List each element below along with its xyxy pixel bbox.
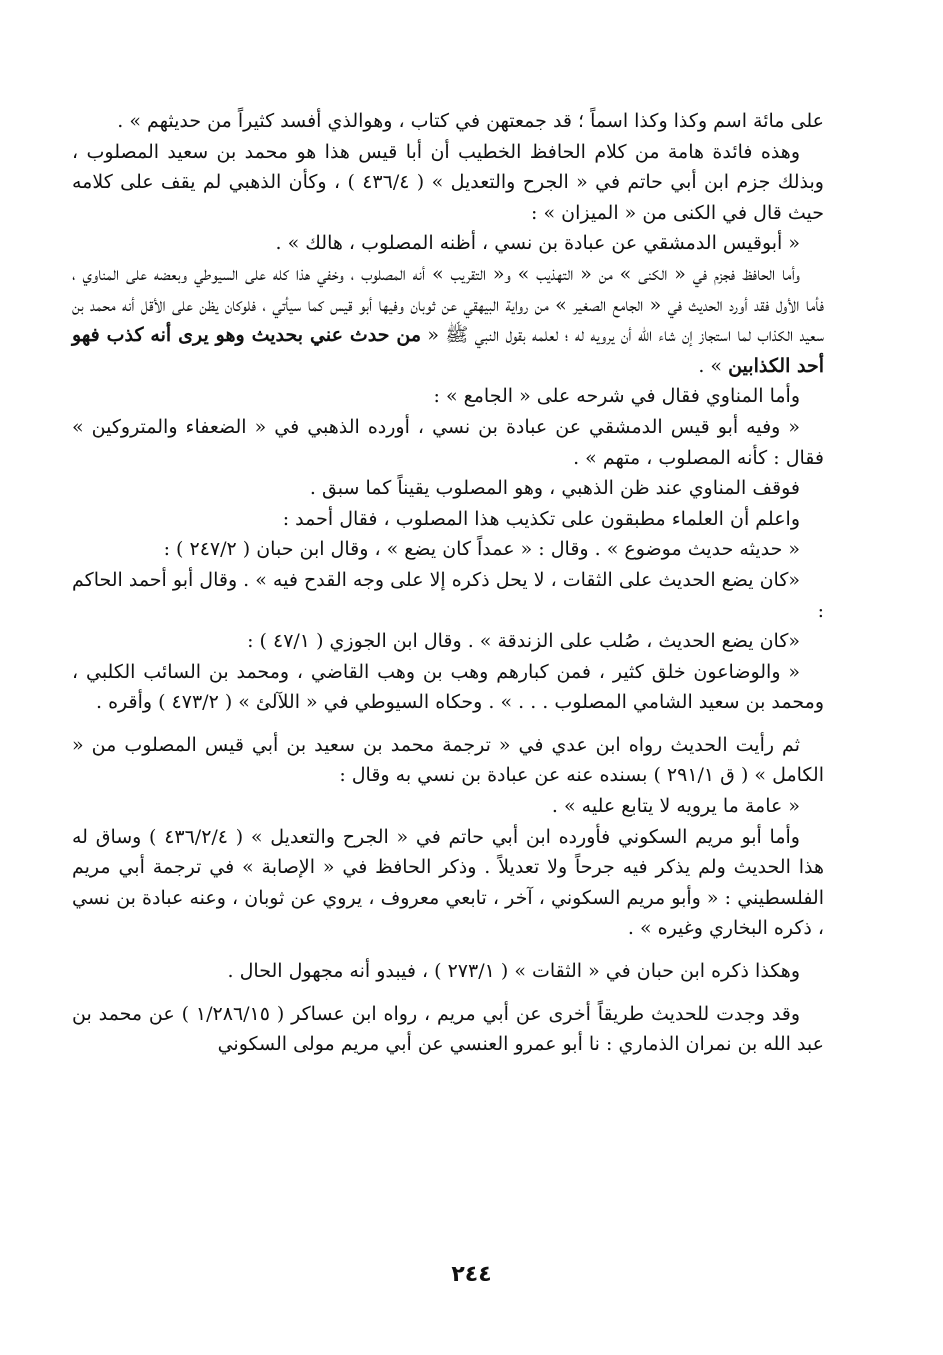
paragraph-ulama: واعلم أن العلماء مطبقون على تكذيب هذا المصلوب ، فقال أحمد : <box>282 507 800 530</box>
quote-ibn-jawzi: « والوضاعون خلق كثير ، فمن كبارهم وهب بن وهب القاضي ، ومحمد بن السائب الكلبي ، ومحمد بن سعيد الشامي المصلوب . . . » . وحكاه السيوطي في « اللآلئ » ( ٤٧٣/٢ ) وأقره . <box>72 660 824 714</box>
paragraph-ibn-hibban-thiqat: وهكذا ذكره ابن حبان في « الثقات » ( ٢٧٣/١ ) ، فيبدو أنه مجهول الحال . <box>227 960 800 983</box>
quote-ibn-hibban: «كان يضع الحديث على الثقات ، لا يحل ذكره إلا على وجه القدح فيه » . وقال أبو أحمد الحاكم : <box>72 568 824 622</box>
quote-ibn-adi: « عامة ما يرويه لا يتابع عليه » . <box>551 795 800 818</box>
quote-dhahabi-mizan: « أبوقيس الدمشقي عن عبادة بن نسي ، أظنه المصلوب ، هالك » . <box>275 232 800 255</box>
page-body <box>72 106 824 1060</box>
paragraph-ibn-adi: ثم رأيت الحديث رواه ابن عدي في « ترجمة محمد بن سعيد بن أبي قيس المصلوب من « الكامل » ( ق ٢٩١/١ ) بسنده عنه عن عبادة بن نسي به وقال : <box>72 733 824 787</box>
hadith-bold-text: من حدث عني بحديث وهو يرى أنه كذب فهو أحد الكذابين <box>72 324 824 377</box>
paragraph-hafiz-tahdhib <box>72 259 824 381</box>
quote-hakim: «كان يضع الحديث ، صُلب على الزندقة » . وقال ابن الجوزي ( ٤٧/١ ) : <box>247 630 800 653</box>
paragraph-hafiz-text: وأما الحافظ فجزم في « الكنى » من « التهذيب » و« التقريب » أنه المصلوب ، وخفي هذا كله على السيوطي وبعضه على المناوي ، فأما الأول فقد أورد الحديث في « الجامع الصغير » من رواية البيهقي عن ثوبان وفيها أبو قيس كما سيأتي ، فلوكان يظن على الأقل أنه محمد بن سعيد الكذاب لما استجاز إن شاء الله أن يرويه له ؛ لعلمه بقول النبي ﷺ « <box>72 262 824 347</box>
quote-munawi: « وفيه أبو قيس الدمشقي عن عبادة بن نسي ، أورده الذهبي في « الضعفاء والمتروكين » فقال : كأنه المصلوب ، متهم » . <box>72 415 824 469</box>
page-number: ٢٤٤ <box>451 1262 492 1287</box>
paragraph-2: وهذه فائدة هامة من كلام الحافظ الخطيب أن أبا قيس هذا هو محمد بن سعيد المصلوب ، وبذلك جزم ابن أبي حاتم في « الجرح والتعديل » ( ٤٣٦/٤ ) ، وكأن الذهبي لم يقف على كلامه حيث قال في الكنى من « الميزان » : <box>72 140 824 224</box>
paragraph-1: على مائة اسم وكذا وكذا اسماً ؛ قد جمعتهن في كتاب ، وهوالذي أفسد كثيراً من حديثهم » . <box>117 110 824 132</box>
paragraph-abu-maryam: وأما أبو مريم السكوني فأورده ابن أبي حاتم في « الجرح والتعديل » ( ٤٣٦/٢/٤ ) وساق له هذا الحديث ولم يذكر فيه جرحاً ولا تعديلاً . وذكر الحافظ في « الإصابة » في ترجمة أبي مريم الفلسطيني : « وأبو مريم السكوني ، آخر ، تابعي معروف ، يروي عن ثوبان ، وعنه عبادة بن نسي ، ذكره البخاري وغيره » . <box>72 825 824 940</box>
paragraph-hafiz-closing: » . <box>698 354 729 377</box>
quote-ahmad-ibn-hibban: « حديثه حديث موضوع » . وقال : « عمداً كان يضع » ، وقال ابن حبان ( ٢٤٧/٢ ) : <box>163 538 800 561</box>
paragraph-munawi-conclusion: فوقف المناوي عند ظن الذهبي ، وهو المصلوب يقيناً كما سبق . <box>309 477 800 500</box>
paragraph-ibn-asakir: وقد وجدت للحديث طريقاً أخرى عن أبي مريم ، رواه ابن عساكر ( ١/٢٨٦/١٥ ) عن محمد بن عبد الله بن نمران الذماري : نا أبو عمرو العنسي عن أبي مريم مولى السكوني <box>72 1002 824 1056</box>
paragraph-munawi: وأما المناوي فقال في شرحه على « الجامع » : <box>433 385 800 408</box>
